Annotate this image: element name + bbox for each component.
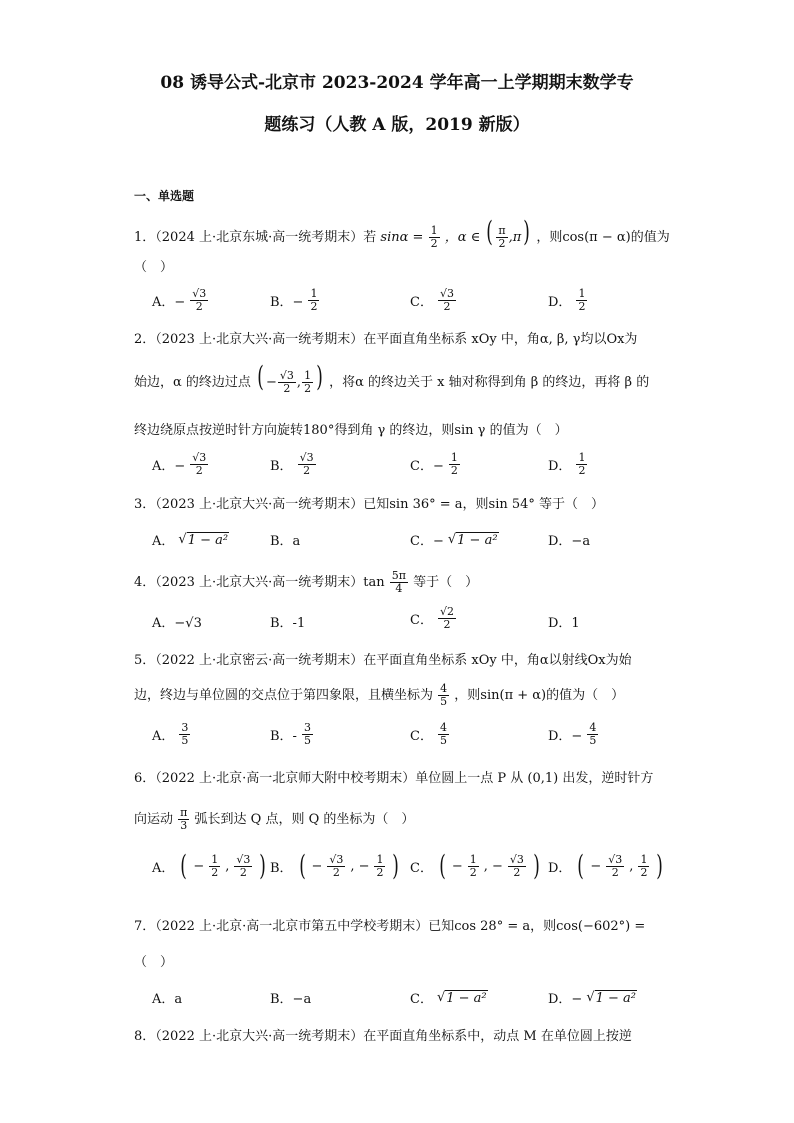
frac-num: 1 xyxy=(430,224,438,237)
option-frac xyxy=(308,288,319,313)
q2-text-2: ，将α 的终边关于 x 轴对称得到角 β 的终边，再将 β 的 xyxy=(329,375,650,390)
option-frac xyxy=(209,854,220,879)
paren-right: ) xyxy=(523,215,530,248)
q6-text: 向运动 xyxy=(134,812,174,827)
q3-option-d[interactable] xyxy=(548,530,590,549)
option-label: C． xyxy=(410,295,433,310)
option-frac xyxy=(508,854,526,879)
q5-option-d[interactable] xyxy=(548,722,599,747)
frac-den: 2 xyxy=(469,865,477,879)
frac-num: 1 xyxy=(450,451,458,464)
q1-line-1 xyxy=(134,215,670,250)
frac-num: π xyxy=(498,224,506,237)
option-frac xyxy=(606,854,624,879)
q5-line-2 xyxy=(134,683,624,708)
option-label: A．− xyxy=(152,295,186,310)
q1-text: 1．（2024 上·北京东城·高一统考期末）若 xyxy=(134,230,377,245)
option-frac xyxy=(438,606,456,631)
paren-left: ( xyxy=(486,215,494,248)
q7-option-d[interactable] xyxy=(548,988,637,1007)
radicand: 1 − a² xyxy=(187,532,229,548)
option-frac xyxy=(587,722,598,747)
frac-den: 5 xyxy=(439,734,447,747)
frac-den: 2 xyxy=(211,865,219,879)
q6-option-c[interactable] xyxy=(410,849,542,882)
paren-left: ( xyxy=(298,849,306,882)
frac-num: √3 xyxy=(608,852,623,866)
option-frac xyxy=(190,288,208,313)
paren-right: ) xyxy=(259,849,267,882)
option-label: C．− xyxy=(410,534,444,549)
q4-option-a[interactable] xyxy=(152,612,202,631)
option-frac xyxy=(468,854,479,879)
frac-num: 1 xyxy=(304,369,312,382)
paren-left: ( xyxy=(180,849,188,882)
option-frac xyxy=(374,854,385,879)
minus-sign: − xyxy=(266,375,277,390)
q4-frac xyxy=(390,570,408,595)
option-label: D．− xyxy=(548,729,583,744)
q2-line-1: 2．（2023 上·北京大兴·高一统考期末）在平面直角坐标系 xOy 中，角α, β, γ均以Ox为 xyxy=(134,332,638,347)
option-frac xyxy=(576,288,587,313)
comma: , xyxy=(350,858,355,874)
option-label: D．−a xyxy=(548,534,591,549)
frac-num: √3 xyxy=(236,852,251,866)
q1-text-2: ，则cos(π − α)的值为 xyxy=(536,230,670,245)
frac-den: 5 xyxy=(440,695,448,708)
frac-num: 3 xyxy=(303,721,311,734)
q7-option-b[interactable] xyxy=(270,988,311,1007)
minus-sign: − xyxy=(590,858,602,874)
q6-text-2: 弧长到达 Q 点，则 Q 的坐标为（ ） xyxy=(194,812,415,827)
sqrt-expr: √ 1 − a² xyxy=(586,989,637,1006)
sqrt-expr: √ 1 − a² xyxy=(178,531,229,548)
q7-option-a[interactable] xyxy=(152,988,182,1007)
q6-frac xyxy=(178,807,189,832)
frac-den: 2 xyxy=(283,382,291,395)
frac-den: 2 xyxy=(578,464,586,477)
q1-line-2: （ ） xyxy=(134,260,174,275)
frac-den: 2 xyxy=(443,300,451,313)
paren-right: ) xyxy=(656,849,664,882)
frac-num: √3 xyxy=(192,451,207,464)
frac-den: 2 xyxy=(303,464,311,477)
frac-den: 3 xyxy=(180,819,188,832)
option-frac xyxy=(298,452,316,477)
q4-text: 4．（2023 上·北京大兴·高一统考期末）tan xyxy=(134,575,385,590)
q2-line-2 xyxy=(134,360,650,395)
q4-option-b[interactable] xyxy=(270,612,305,631)
frac-den: 2 xyxy=(430,237,438,250)
q2-frac-1 xyxy=(278,370,296,395)
q3-line-1: 3．（2023 上·北京大兴·高一统考期末）已知sin 36° = a，则sin 54° 等于（ ） xyxy=(134,497,605,512)
comma: , xyxy=(225,858,230,874)
paren-left: ( xyxy=(257,360,264,393)
frac-num: √2 xyxy=(439,605,454,618)
option-frac xyxy=(449,452,460,477)
frac-num: 1 xyxy=(310,287,318,300)
q6-option-a[interactable] xyxy=(152,849,268,882)
frac-den: 2 xyxy=(310,300,318,313)
paren-left: ( xyxy=(577,849,585,882)
option-label: B． xyxy=(270,459,293,474)
frac-num: √3 xyxy=(299,451,314,464)
q5-option-b[interactable] xyxy=(270,722,314,747)
frac-den: 2 xyxy=(443,618,451,631)
option-frac xyxy=(179,722,190,747)
q5-option-c[interactable] xyxy=(410,722,450,747)
frac-den: 2 xyxy=(513,865,521,879)
option-frac xyxy=(438,288,456,313)
sqrt-expr: √ 1 − a² xyxy=(447,531,498,548)
radicand: 1 − a² xyxy=(595,990,637,1006)
frac-num: 1 xyxy=(376,852,384,866)
option-label: B．a xyxy=(270,534,301,549)
option-label: C． xyxy=(410,613,433,628)
option-label: A． xyxy=(152,860,175,876)
frac-num: 4 xyxy=(439,721,447,734)
option-frac xyxy=(438,722,449,747)
q2-option-c[interactable] xyxy=(410,452,461,477)
q3-option-a[interactable] xyxy=(152,530,229,549)
option-label: C． xyxy=(410,992,433,1007)
comma: , xyxy=(629,858,634,874)
q5-option-a[interactable] xyxy=(152,722,191,747)
q6-option-b[interactable] xyxy=(270,849,401,882)
frac-den: 2 xyxy=(640,865,648,879)
option-frac xyxy=(576,452,587,477)
frac-den: 2 xyxy=(450,464,458,477)
option-label: B． xyxy=(270,860,293,876)
minus-sign: − xyxy=(311,858,323,874)
frac-den: 2 xyxy=(498,237,506,250)
option-label: C．− xyxy=(410,459,444,474)
frac-num: 4 xyxy=(440,682,448,695)
q1-interval-frac xyxy=(496,225,507,250)
option-frac xyxy=(234,854,252,879)
option-label: B．-1 xyxy=(270,616,306,631)
frac-num: 3 xyxy=(181,721,189,734)
sqrt-expr: √ 1 − a² xyxy=(436,989,487,1006)
frac-den: 2 xyxy=(195,464,203,477)
option-label: C． xyxy=(410,729,433,744)
q7-line-1: 7．（2022 上·北京·高一北京市第五中学校考期末）已知cos 28° = a，则cos(−602°) = xyxy=(134,919,646,934)
q5-text: 边，终边与单位圆的交点位于第四象限，且横坐标为 xyxy=(134,688,434,703)
radicand: 1 − a² xyxy=(457,532,498,548)
q2-option-b[interactable] xyxy=(270,452,317,477)
frac-num: 1 xyxy=(469,852,477,866)
q1-option-b[interactable] xyxy=(270,288,320,313)
section-heading: 一、单选题 xyxy=(134,189,195,203)
option-label: D．− xyxy=(548,992,583,1007)
option-label: D．1 xyxy=(548,616,580,631)
q6-option-d[interactable] xyxy=(548,849,665,882)
comma: , xyxy=(296,375,302,390)
frac-den: 5 xyxy=(303,734,311,747)
option-label: B．- xyxy=(270,729,297,744)
frac-den: 2 xyxy=(611,865,619,879)
option-label: D． xyxy=(548,860,572,876)
q4-option-c[interactable] xyxy=(410,606,457,631)
q2-text: 始边，α 的终边过点 xyxy=(134,375,251,390)
q6-line-2 xyxy=(134,807,414,832)
frac-num: 1 xyxy=(578,451,586,464)
minus-sign: − xyxy=(358,858,370,874)
frac-num: 4 xyxy=(589,721,597,734)
q4-option-d[interactable] xyxy=(548,612,580,631)
option-label: B．−a xyxy=(270,992,312,1007)
option-label: A． xyxy=(152,729,175,744)
option-label: A．− xyxy=(152,459,186,474)
frac-num: 1 xyxy=(578,287,586,300)
q1-math-1: sinα = xyxy=(380,230,424,245)
frac-den: 5 xyxy=(181,734,189,747)
option-label: D． xyxy=(548,459,572,474)
radicand: 1 − a² xyxy=(446,990,487,1006)
frac-den: 4 xyxy=(395,582,403,595)
q2-line-3: 终边绕原点按逆时针方向旋转180°得到角 γ 的终边，则sin γ 的值为（ ） xyxy=(134,423,568,438)
paren-right: ) xyxy=(392,849,400,882)
minus-sign: − xyxy=(451,858,463,874)
q7-line-2: （ ） xyxy=(134,955,174,970)
q4-text-2: 等于（ ） xyxy=(413,575,479,590)
frac-num: √3 xyxy=(439,287,454,300)
document-title xyxy=(60,62,734,146)
minus-sign: − xyxy=(193,858,205,874)
q6-line-1: 6．（2022 上·北京·高一北京师大附中校考期末）单位圆上一点 P 从 (0,1) 出发，逆时针方 xyxy=(134,771,654,786)
frac-den: 2 xyxy=(332,865,340,879)
q8-line-1: 8．（2022 上·北京大兴·高一统考期末）在平面直角坐标系中，动点 M 在单位圆上按逆 xyxy=(134,1029,632,1044)
frac-num: √3 xyxy=(279,369,294,382)
frac-den: 2 xyxy=(578,300,586,313)
q1-option-c[interactable] xyxy=(410,288,457,313)
q1-math-2: ，α ∈ xyxy=(444,230,481,245)
option-label: C． xyxy=(410,860,433,876)
title-line-2: 题练习（人教 A 版，2019 新版） xyxy=(264,115,530,135)
q1-option-a[interactable] xyxy=(152,288,209,313)
q2-frac-2 xyxy=(302,370,313,395)
q4-line-1 xyxy=(134,570,478,595)
frac-num: √3 xyxy=(509,852,524,866)
q1-option-d[interactable] xyxy=(548,288,588,313)
q3-option-b[interactable] xyxy=(270,530,300,549)
option-frac xyxy=(327,854,345,879)
q2-option-d[interactable] xyxy=(548,452,588,477)
option-label: A． xyxy=(152,534,175,549)
q5-text-2: ，则sin(π + α)的值为（ ） xyxy=(454,688,625,703)
paren-left: ( xyxy=(439,849,446,882)
option-frac xyxy=(638,854,649,879)
q2-option-a[interactable] xyxy=(152,452,209,477)
frac-num: π xyxy=(180,806,188,819)
paren-right: ) xyxy=(316,360,323,393)
frac-den: 5 xyxy=(589,734,597,747)
frac-num: 5π xyxy=(391,569,406,582)
q7-option-c[interactable] xyxy=(410,988,488,1007)
frac-num: √3 xyxy=(192,287,207,300)
option-label: A．−√3 xyxy=(152,616,202,631)
frac-num: 1 xyxy=(640,852,648,866)
option-label: B．− xyxy=(270,295,304,310)
q1-interval-pi: ,π xyxy=(508,230,522,245)
q5-frac xyxy=(438,683,449,708)
frac-den: 2 xyxy=(376,865,384,879)
frac-num: √3 xyxy=(329,852,344,866)
option-label: A．a xyxy=(152,992,183,1007)
frac-den: 2 xyxy=(304,382,312,395)
frac-den: 2 xyxy=(239,865,247,879)
option-frac xyxy=(302,722,313,747)
q3-option-c[interactable] xyxy=(410,530,499,549)
comma: , xyxy=(483,858,488,874)
q1-frac xyxy=(429,225,440,250)
title-line-1: 08 诱导公式-北京市 2023-2024 学年高一上学期期末数学专 xyxy=(160,73,634,93)
frac-den: 2 xyxy=(195,300,203,313)
minus-sign: − xyxy=(491,858,503,874)
paren-right: ) xyxy=(533,849,540,882)
frac-num: 1 xyxy=(211,852,219,866)
option-label: D． xyxy=(548,295,572,310)
option-frac xyxy=(190,452,208,477)
q5-line-1: 5．（2022 上·北京密云·高一统考期末）在平面直角坐标系 xOy 中，角α以射线Ox为始 xyxy=(134,653,632,668)
